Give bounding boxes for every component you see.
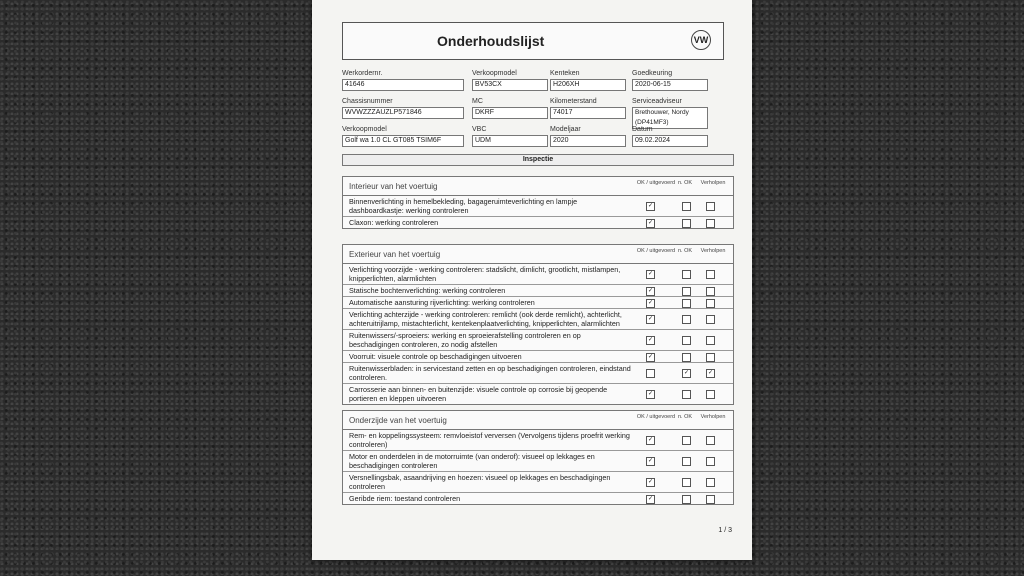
info-field [472, 70, 548, 91]
fixed-checkbox[interactable] [706, 287, 715, 296]
checklist-row [343, 285, 733, 297]
info-field [550, 70, 626, 91]
field-label: Chassisnummer [342, 98, 393, 105]
checklist-item-text: Claxon: werking controleren [349, 218, 439, 227]
fixed-checkbox[interactable] [706, 202, 715, 211]
ok-checkbox[interactable]: ✓ [647, 316, 654, 322]
ok-checkbox[interactable]: ✓ [647, 391, 654, 397]
inspection-section [342, 176, 734, 229]
checklist-item-text: Geribde riem: toestand controleren [349, 494, 461, 503]
not-ok-checkbox[interactable] [682, 270, 691, 279]
column-header: Verholpen [700, 180, 726, 186]
column-header: n. OK [677, 248, 693, 254]
fixed-checkbox[interactable] [706, 219, 715, 228]
ok-checkbox[interactable]: ✓ [647, 353, 654, 360]
fixed-checkbox[interactable] [706, 478, 715, 487]
inspection-section [342, 244, 734, 405]
field-value: 09.02.2024 [632, 135, 708, 147]
not-ok-checkbox[interactable] [682, 299, 691, 308]
document-title: Onderhoudslijst [437, 33, 545, 49]
ok-checkbox[interactable]: ✓ [647, 458, 654, 464]
fixed-checkbox[interactable] [706, 353, 715, 362]
vw-logo-icon: VW [691, 30, 711, 50]
checklist-item-text: Verlichting achterzijde - werking controleren: remlicht (ook derde remlicht), achterlicht, achteruitrijlamp, mistachterlicht, kentekenplaatverlichting, knipperlichten, alarmlichten [349, 310, 622, 328]
checklist-item-text: Rem- en koppelingssysteem: remvloeistof verversen (Vervolgens tijdens proefrit werking controleren) [349, 431, 630, 449]
section-title: Exterieur van het voertuig [349, 250, 441, 259]
header-box [342, 22, 724, 60]
field-label: Kenteken [550, 70, 580, 77]
column-header: OK / uitgevoerd [636, 180, 676, 186]
field-value: Brethouwer, Nordy (DP41MF3) [632, 107, 708, 129]
not-ok-checkbox[interactable] [682, 457, 691, 466]
checklist-row [343, 196, 733, 217]
checklist-row [343, 451, 733, 472]
column-header: n. OK [677, 180, 693, 186]
fixed-checkbox[interactable] [706, 495, 715, 504]
inspection-section [342, 410, 734, 505]
fixed-checkbox[interactable] [706, 390, 715, 399]
info-field [472, 98, 548, 119]
ok-checkbox[interactable]: ✓ [647, 495, 654, 502]
ok-checkbox[interactable]: ✓ [647, 337, 654, 343]
info-field [632, 70, 708, 91]
inspectie-heading: Inspectie [342, 154, 734, 166]
info-field [472, 126, 548, 147]
not-ok-checkbox[interactable] [682, 436, 691, 445]
field-label: Modeljaar [550, 126, 581, 133]
section-title: Onderzijde van het voertuig [349, 416, 447, 425]
field-value: H206XH [550, 79, 626, 91]
field-value: WVWZZZAUZLP571846 [342, 107, 464, 119]
fixed-checkbox[interactable] [706, 336, 715, 345]
not-ok-checkbox[interactable] [682, 478, 691, 487]
not-ok-checkbox[interactable] [682, 219, 691, 228]
fixed-checkbox[interactable] [706, 299, 715, 308]
fixed-checkbox[interactable] [706, 436, 715, 445]
field-value: Golf wa 1.0 CL GT085 TSIM6F [342, 135, 464, 147]
fixed-checkbox[interactable] [706, 270, 715, 279]
field-label: Serviceadviseur [632, 98, 682, 105]
ok-checkbox[interactable]: ✓ [647, 299, 654, 306]
field-label: Verkoopmodel [342, 126, 387, 133]
field-label: MC [472, 98, 483, 105]
field-label: Werkordernr. [342, 70, 383, 77]
field-value: 2020 [550, 135, 626, 147]
info-field [342, 70, 464, 91]
not-ok-checkbox[interactable]: ✓ [683, 370, 690, 376]
checklist-row [343, 309, 733, 330]
checklist-item-text: Ruitenwisserbladen: in servicestand zetten en op beschadigingen controleren, eindstand controleren. [349, 364, 631, 382]
checklist-row [343, 217, 733, 228]
section-header [343, 177, 733, 196]
field-value: 2020-06-15 [632, 79, 708, 91]
column-header: Verholpen [700, 248, 726, 254]
checklist-row [343, 472, 733, 493]
field-value: UDM [472, 135, 548, 147]
checklist-row [343, 430, 733, 451]
vehicle-info [342, 70, 732, 152]
checklist-item-text: Automatische aansturing rijverlichting: werking controleren [349, 298, 535, 307]
ok-checkbox[interactable]: ✓ [647, 203, 654, 209]
checklist-item-text: Carrosserie aan binnen- en buitenzijde: visuele controle op corrosie bij geopende portieren en kleppen uitvoeren [349, 385, 608, 403]
checklist-item-text: Binnenverlichting in hemelbekleding, bagageruimteverlichting en lampje dashboardkastje: werking controleren [349, 197, 578, 215]
ok-checkbox[interactable]: ✓ [647, 437, 654, 443]
field-value: 41646 [342, 79, 464, 91]
not-ok-checkbox[interactable] [682, 287, 691, 296]
section-header [343, 411, 733, 430]
checklist-item-text: Voorruit: visuele controle op beschadigingen uitvoeren [349, 352, 522, 361]
field-value: DKRF [472, 107, 548, 119]
checklist-item-text: Verlichting voorzijde - werking controleren: stadslicht, dimlicht, grootlicht, mistlampen, knipperlichten, alarmlichten [349, 265, 621, 283]
checklist-row [343, 297, 733, 309]
section-header [343, 245, 733, 264]
field-label: Goedkeuring [632, 70, 673, 77]
field-label: Verkoopmodel [472, 70, 517, 77]
checklist-row [343, 351, 733, 363]
column-header: n. OK [677, 414, 693, 420]
checklist-item-text: Ruitenwissers/-sproeiers: werking en sproeierafstelling controleren en op beschadigingen controleren, zo nodig afstellen [349, 331, 581, 349]
checklist-row [343, 330, 733, 351]
not-ok-checkbox[interactable] [682, 353, 691, 362]
section-title: Interieur van het voertuig [349, 182, 438, 191]
field-label: Kilometerstand [550, 98, 597, 105]
info-field [632, 126, 708, 147]
page-number: 1 / 3 [718, 527, 732, 534]
field-label: VBC [472, 126, 487, 133]
field-value: 74017 [550, 107, 626, 119]
info-field [632, 98, 708, 129]
checklist-item-text: Motor en onderdelen in de motorruimte (van onderof): visueel op lekkages en beschadigingen controleren [349, 452, 595, 470]
ok-checkbox[interactable]: ✓ [647, 287, 654, 294]
ok-checkbox[interactable]: ✓ [647, 219, 654, 226]
not-ok-checkbox[interactable] [682, 315, 691, 324]
ok-checkbox[interactable]: ✓ [647, 479, 654, 485]
checklist-item-text: Versnellingsbak, asaandrijving en hoezen: visueel op lekkages en beschadigingen controleren [349, 473, 611, 491]
not-ok-checkbox[interactable] [682, 390, 691, 399]
checklist-row [343, 264, 733, 285]
not-ok-checkbox[interactable] [682, 495, 691, 504]
checklist-row [343, 493, 733, 504]
fixed-checkbox[interactable]: ✓ [707, 370, 714, 376]
checklist-row [343, 363, 733, 384]
field-value: BV53CX [472, 79, 548, 91]
column-header: OK / uitgevoerd [636, 414, 676, 420]
field-label: Datum [632, 126, 653, 133]
info-field [342, 126, 464, 147]
ok-checkbox[interactable] [646, 369, 655, 378]
column-header: Verholpen [700, 414, 726, 420]
checklist-row [343, 384, 733, 404]
column-header: OK / uitgevoerd [636, 248, 676, 254]
fixed-checkbox[interactable] [706, 315, 715, 324]
ok-checkbox[interactable]: ✓ [647, 271, 654, 277]
not-ok-checkbox[interactable] [682, 336, 691, 345]
info-field [342, 98, 464, 119]
checklist-item-text: Statische bochtenverlichting: werking controleren [349, 286, 506, 295]
info-field [550, 126, 626, 147]
info-field [550, 98, 626, 119]
not-ok-checkbox[interactable] [682, 202, 691, 211]
maintenance-sheet [312, 0, 752, 560]
fixed-checkbox[interactable] [706, 457, 715, 466]
